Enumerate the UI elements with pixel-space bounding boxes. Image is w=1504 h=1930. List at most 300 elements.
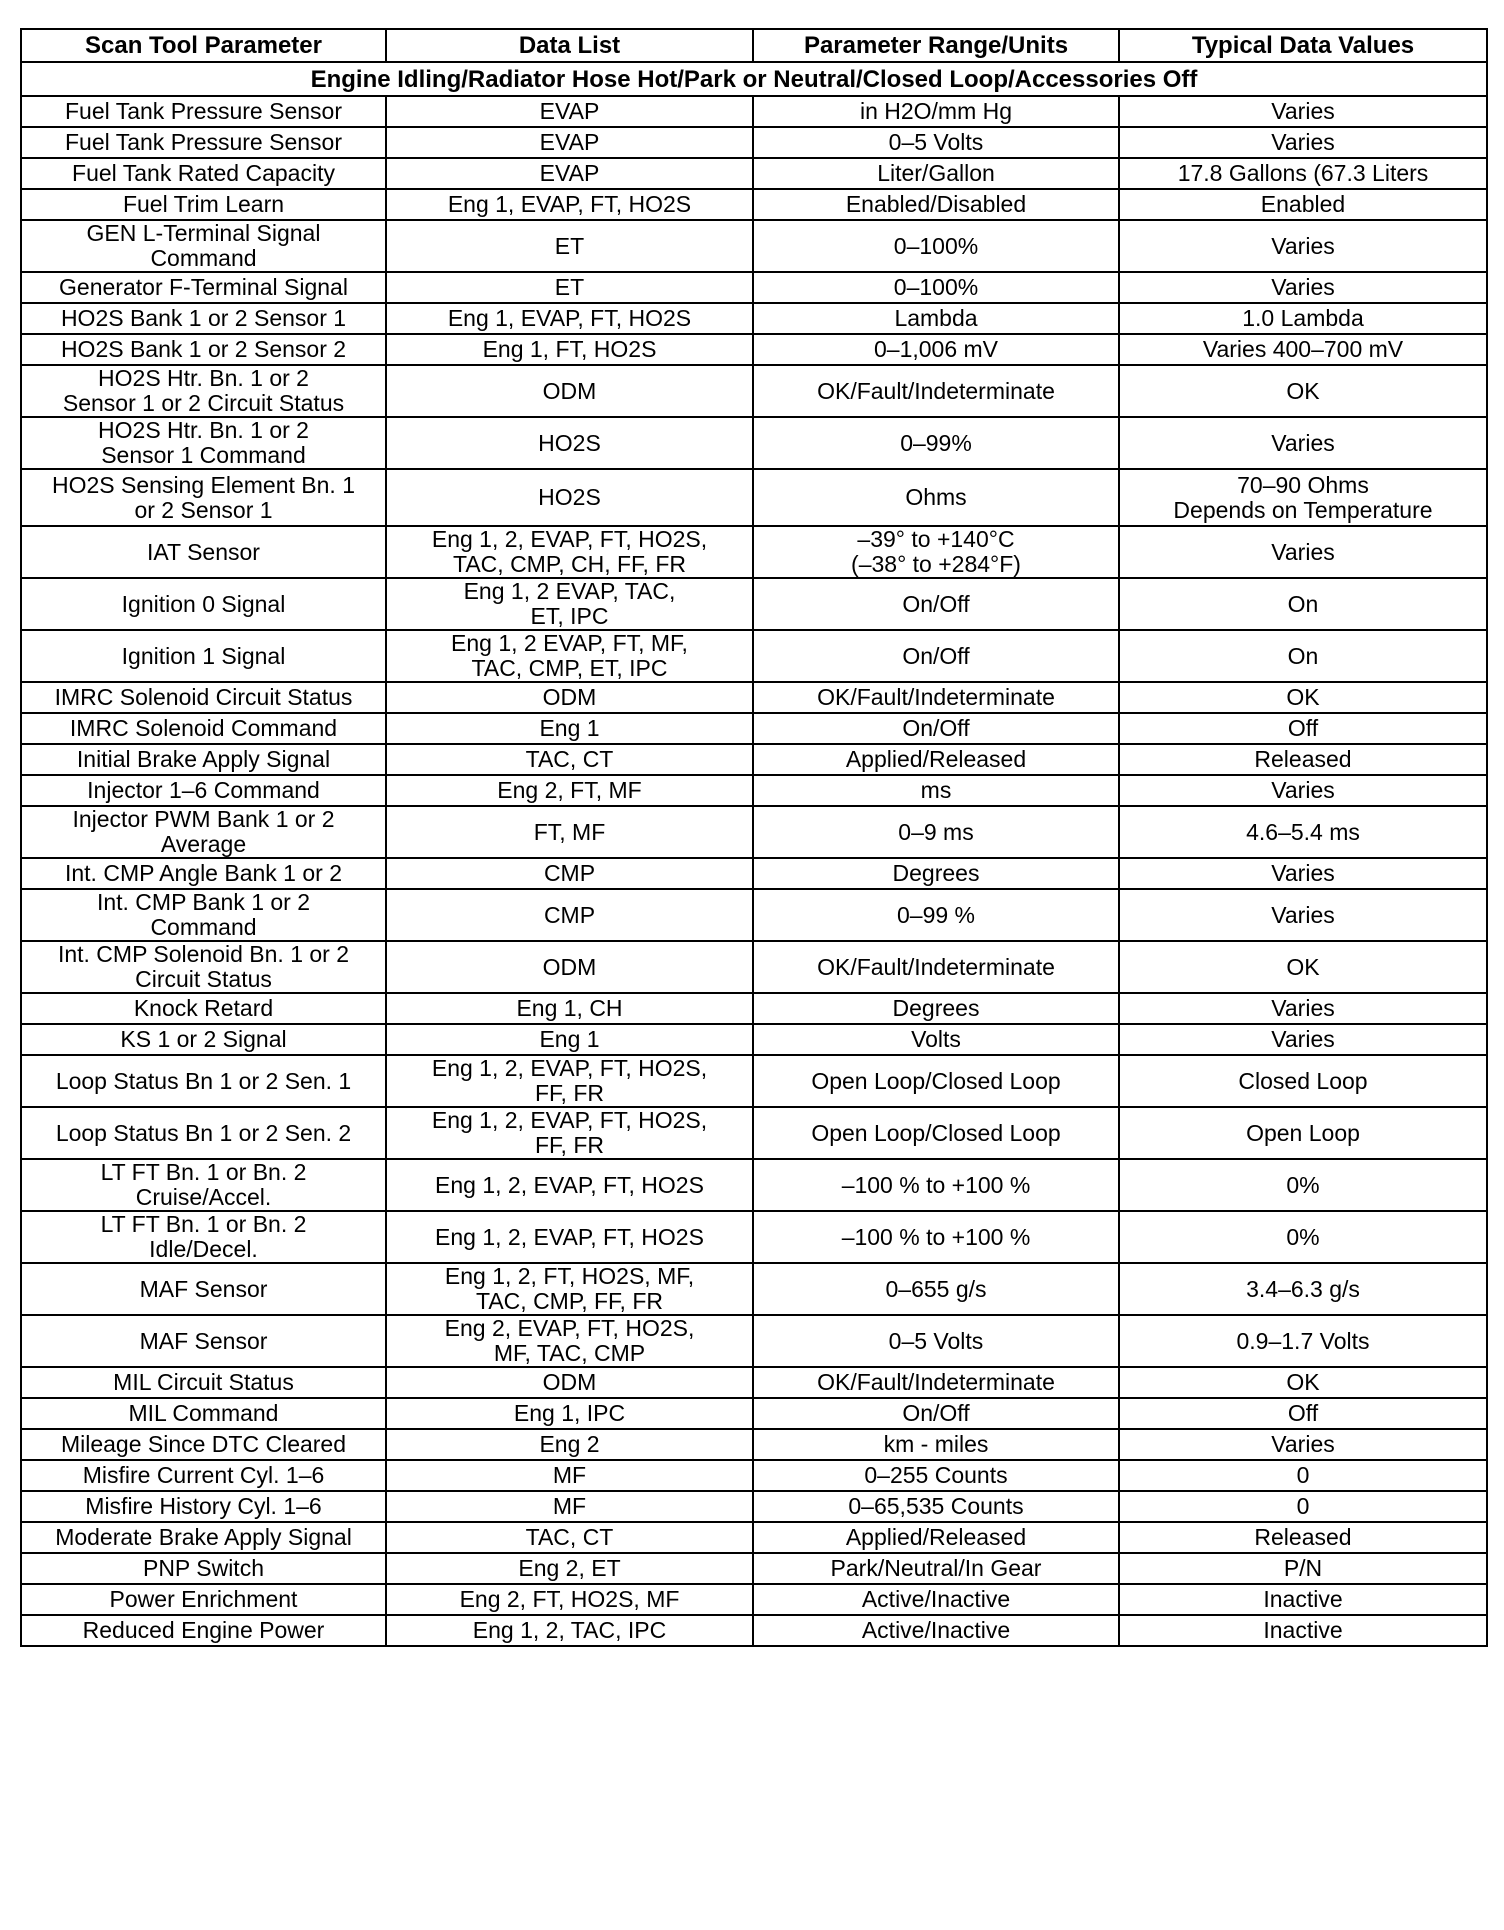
data-list-cell (386, 713, 753, 744)
cell-text-line: Int. CMP Bank 1 or 2 (96, 889, 311, 915)
data-list-cell (386, 365, 753, 417)
data-list-cell (386, 1584, 753, 1615)
cell-text-line: FF, FR (535, 1080, 604, 1106)
cell-text-line: Injector PWM Bank 1 or 2 (72, 806, 335, 832)
data-list-cell (386, 1367, 753, 1398)
cell-text-line: Eng 1, 2, TAC, IPC (472, 1617, 667, 1643)
range-units-cell (753, 1024, 1119, 1055)
data-list-cell (386, 1159, 753, 1211)
typical-value-cell (1119, 858, 1487, 889)
table-row (21, 1460, 1487, 1491)
parameter-cell (21, 1263, 386, 1315)
range-units-cell (753, 1315, 1119, 1367)
cell-text-line: ODM (542, 377, 597, 404)
table-row (21, 158, 1487, 189)
range-units-cell (753, 993, 1119, 1024)
scan-tool-data-table (20, 28, 1488, 1647)
cell-text-line: ODM (542, 1369, 597, 1395)
cell-text-line: ET, IPC (530, 603, 609, 629)
cell-text-line: Open Loop/Closed Loop (811, 1119, 1061, 1146)
parameter-cell (21, 1024, 386, 1055)
typical-value-cell (1119, 941, 1487, 993)
cell-text-line: Moderate Brake Apply Signal (55, 1524, 352, 1550)
cell-text-line: OK/Fault/Indeterminate (817, 1369, 1055, 1395)
table-row (21, 578, 1487, 630)
data-list-cell (386, 127, 753, 158)
parameter-cell (21, 303, 386, 334)
range-units-cell (753, 1211, 1119, 1263)
typical-value-cell (1119, 334, 1487, 365)
cell-text-line: LT FT Bn. 1 or Bn. 2 (100, 1211, 307, 1237)
cell-text-line: Eng 1, EVAP, FT, HO2S (447, 305, 692, 331)
data-list-cell (386, 993, 753, 1024)
parameter-cell (21, 713, 386, 744)
data-list-cell (386, 417, 753, 469)
range-units-cell (753, 303, 1119, 334)
cell-text-line: 4.6–5.4 ms (1246, 818, 1360, 845)
cell-text-line: HO2S Htr. Bn. 1 or 2 (98, 417, 309, 443)
table-row (21, 365, 1487, 417)
cell-text-line: On (1287, 642, 1319, 669)
data-list-cell (386, 1263, 753, 1315)
typical-value-cell (1119, 1055, 1487, 1107)
range-units-cell (753, 272, 1119, 303)
cell-text-line: Eng 1, 2, EVAP, FT, HO2S, (431, 526, 708, 552)
data-list-cell (386, 858, 753, 889)
parameter-cell (21, 334, 386, 365)
cell-text-line: OK/Fault/Indeterminate (817, 684, 1055, 710)
table-row (21, 526, 1487, 578)
parameter-cell (21, 1491, 386, 1522)
parameter-cell (21, 744, 386, 775)
table-row (21, 1024, 1487, 1055)
cell-text-line: Released (1254, 1524, 1352, 1550)
cell-text-line: On (1287, 590, 1319, 617)
data-list-cell (386, 1460, 753, 1491)
typical-value-cell (1119, 744, 1487, 775)
range-units-cell (753, 630, 1119, 682)
typical-value-cell (1119, 1522, 1487, 1553)
range-units-cell (753, 526, 1119, 578)
range-units-cell (753, 1491, 1119, 1522)
range-units-cell (753, 1367, 1119, 1398)
data-list-cell (386, 806, 753, 858)
table-row (21, 1584, 1487, 1615)
cell-text-line: Eng 1, 2, FT, HO2S, MF, (444, 1263, 695, 1289)
cell-text-line: Varies (1271, 232, 1335, 259)
cell-text-line: LT FT Bn. 1 or Bn. 2 (100, 1159, 307, 1185)
cell-text-line: Eng 2 (539, 1431, 600, 1457)
data-list-cell (386, 889, 753, 941)
cell-text-line: Loop Status Bn 1 or 2 Sen. 1 (55, 1067, 352, 1094)
typical-value-cell (1119, 189, 1487, 220)
cell-text-line: HO2S (538, 429, 601, 456)
parameter-cell (21, 127, 386, 158)
data-list-cell (386, 1522, 753, 1553)
table-row (21, 96, 1487, 127)
header-parameter-range-units: Parameter Range/Units (753, 29, 1119, 62)
cell-text-line: TAC, CMP, ET, IPC (471, 655, 668, 681)
table-row (21, 775, 1487, 806)
cell-text-line: Eng 2, FT, HO2S, MF (459, 1586, 680, 1612)
range-units-cell (753, 713, 1119, 744)
cell-text-line: HO2S Htr. Bn. 1 or 2 (98, 365, 309, 391)
cell-text-line: Enabled/Disabled (845, 191, 1027, 217)
cell-text-line: PNP Switch (142, 1555, 264, 1581)
table-row (21, 1263, 1487, 1315)
range-units-cell (753, 682, 1119, 713)
parameter-cell (21, 889, 386, 941)
cell-text-line: Off (1287, 1400, 1319, 1426)
cell-text-line: Eng 1, EVAP, FT, HO2S (447, 191, 692, 217)
cell-text-line: MIL Circuit Status (113, 1369, 294, 1395)
parameter-cell (21, 1584, 386, 1615)
range-units-cell (753, 1159, 1119, 1211)
range-units-cell (753, 1429, 1119, 1460)
cell-text-line: Released (1254, 746, 1352, 772)
cell-text-line: OK/Fault/Indeterminate (817, 953, 1055, 980)
parameter-cell (21, 1615, 386, 1646)
range-units-cell (753, 1460, 1119, 1491)
typical-value-cell (1119, 158, 1487, 189)
data-list-cell (386, 1107, 753, 1159)
cell-text-line: Eng 1, 2, EVAP, FT, HO2S, (431, 1107, 708, 1133)
cell-text-line: Power Enrichment (109, 1586, 298, 1612)
typical-value-cell (1119, 1367, 1487, 1398)
range-units-cell (753, 1107, 1119, 1159)
cell-text-line: Varies (1271, 429, 1335, 456)
cell-text-line: Fuel Trim Learn (122, 191, 285, 217)
cell-text-line: Eng 1, 2, EVAP, FT, HO2S (435, 1223, 704, 1250)
typical-value-cell (1119, 889, 1487, 941)
parameter-cell (21, 220, 386, 272)
table-row (21, 1315, 1487, 1367)
cell-text-line: Eng 2, ET (518, 1555, 621, 1581)
parameter-cell (21, 858, 386, 889)
cell-text-line: MF, TAC, CMP (493, 1340, 646, 1366)
parameter-cell (21, 272, 386, 303)
cell-text-line: Command (150, 245, 257, 271)
typical-value-cell (1119, 365, 1487, 417)
data-list-cell (386, 775, 753, 806)
typical-value-cell (1119, 469, 1487, 526)
cell-text-line: in H2O/mm Hg (859, 98, 1013, 124)
cell-text-line: P/N (1283, 1555, 1323, 1581)
table-row (21, 303, 1487, 334)
cell-text-line: Ohms (905, 484, 967, 510)
cell-text-line: Misfire Current Cyl. 1–6 (82, 1462, 325, 1488)
cell-text-line: Ignition 0 Signal (121, 590, 286, 617)
table-row (21, 1159, 1487, 1211)
parameter-cell (21, 682, 386, 713)
table-row (21, 1429, 1487, 1460)
table-row (21, 334, 1487, 365)
cell-text-line: Sensor 1 or 2 Circuit Status (62, 390, 345, 416)
table-row (21, 1367, 1487, 1398)
cell-text-line: FT, MF (533, 818, 606, 845)
typical-value-cell (1119, 806, 1487, 858)
data-list-cell (386, 220, 753, 272)
data-list-cell (386, 578, 753, 630)
cell-text-line: Reduced Engine Power (82, 1617, 325, 1643)
table-row (21, 220, 1487, 272)
range-units-cell (753, 1522, 1119, 1553)
cell-text-line: 0 (1296, 1493, 1310, 1519)
range-units-cell (753, 806, 1119, 858)
cell-text-line: ODM (542, 684, 597, 710)
typical-value-cell (1119, 713, 1487, 744)
parameter-cell (21, 1553, 386, 1584)
cell-text-line: Loop Status Bn 1 or 2 Sen. 2 (55, 1119, 352, 1146)
range-units-cell (753, 469, 1119, 526)
parameter-cell (21, 775, 386, 806)
header-data-list: Data List (386, 29, 753, 62)
header-scan-tool-parameter: Scan Tool Parameter (21, 29, 386, 62)
cell-text-line: Closed Loop (1238, 1067, 1368, 1094)
cell-text-line: Varies (1271, 901, 1335, 928)
range-units-cell (753, 158, 1119, 189)
typical-value-cell (1119, 1315, 1487, 1367)
parameter-cell (21, 941, 386, 993)
cell-text-line: Circuit Status (135, 966, 272, 992)
cell-text-line: OK (1286, 953, 1320, 980)
cell-text-line: 0–5 Volts (888, 129, 984, 155)
cell-text-line: –100 % to +100 % (841, 1223, 1031, 1250)
cell-text-line: MF (552, 1462, 587, 1488)
table-row (21, 744, 1487, 775)
cell-text-line: Generator F-Terminal Signal (59, 274, 348, 300)
data-list-cell (386, 1491, 753, 1522)
cell-text-line: Inactive (1263, 1617, 1343, 1643)
table-row (21, 1398, 1487, 1429)
cell-text-line: Varies 400–700 mV (1202, 336, 1404, 362)
range-units-cell (753, 365, 1119, 417)
range-units-cell (753, 889, 1119, 941)
cell-text-line: 17.8 Gallons (67.3 Liters (1177, 160, 1429, 186)
range-units-cell (753, 127, 1119, 158)
cell-text-line: Average (160, 831, 247, 857)
parameter-cell (21, 1429, 386, 1460)
typical-value-cell (1119, 303, 1487, 334)
cell-text-line: Varies (1271, 860, 1335, 886)
range-units-cell (753, 220, 1119, 272)
cell-text-line: Applied/Released (845, 746, 1027, 772)
typical-value-cell (1119, 1429, 1487, 1460)
cell-text-line: Sensor 1 Command (101, 442, 306, 468)
range-units-cell (753, 1615, 1119, 1646)
typical-value-cell (1119, 1398, 1487, 1429)
data-list-cell (386, 1211, 753, 1263)
cell-text-line: TAC, CT (525, 1524, 614, 1550)
cell-text-line: 0–5 Volts (888, 1327, 984, 1354)
cell-text-line: Varies (1271, 1431, 1335, 1457)
data-list-cell (386, 1315, 753, 1367)
table-row (21, 682, 1487, 713)
cell-text-line: Mileage Since DTC Cleared (60, 1431, 347, 1457)
cell-text-line: 1.0 Lambda (1242, 305, 1364, 331)
typical-value-cell (1119, 272, 1487, 303)
typical-value-cell (1119, 775, 1487, 806)
cell-text-line: Eng 2, EVAP, FT, HO2S, (444, 1315, 695, 1341)
cell-text-line: 0–1,006 mV (873, 336, 999, 362)
cell-text-line: MAF Sensor (139, 1327, 268, 1354)
cell-text-line: Misfire History Cyl. 1–6 (85, 1493, 322, 1519)
cell-text-line: 0–100% (893, 232, 979, 259)
cell-text-line: 0–100% (893, 274, 979, 300)
cell-text-line: HO2S Sensing Element Bn. 1 (52, 471, 355, 498)
table-row (21, 889, 1487, 941)
data-list-cell (386, 1553, 753, 1584)
typical-value-cell (1119, 578, 1487, 630)
cell-text-line: MF (552, 1493, 587, 1519)
typical-value-cell (1119, 526, 1487, 578)
cell-text-line: Enabled (1260, 191, 1346, 217)
cell-text-line: On/Off (902, 1400, 970, 1426)
table-row (21, 1522, 1487, 1553)
cell-text-line: Park/Neutral/In Gear (830, 1555, 1042, 1581)
cell-text-line: km - miles (883, 1431, 989, 1457)
cell-text-line: 0–65,535 Counts (848, 1493, 1024, 1519)
cell-text-line: Off (1287, 715, 1319, 741)
data-list-cell (386, 1055, 753, 1107)
cell-text-line: TAC, CMP, FF, FR (476, 1288, 663, 1314)
data-list-cell (386, 744, 753, 775)
cell-text-line: On/Off (902, 715, 970, 741)
header-typical-data-values: Typical Data Values (1119, 29, 1487, 62)
header-row (21, 29, 1487, 62)
cell-text-line: OK/Fault/Indeterminate (817, 377, 1055, 404)
range-units-cell (753, 1263, 1119, 1315)
cell-text-line: Eng 1, 2 EVAP, TAC, (463, 578, 676, 604)
cell-text-line: Knock Retard (133, 995, 274, 1021)
cell-text-line: Int. CMP Solenoid Bn. 1 or 2 (57, 941, 350, 967)
range-units-cell (753, 417, 1119, 469)
parameter-cell (21, 1315, 386, 1367)
cell-text-line: 0 (1296, 1462, 1310, 1488)
cell-text-line: Varies (1271, 1026, 1335, 1052)
cell-text-line: On/Off (902, 590, 970, 617)
range-units-cell (753, 775, 1119, 806)
typical-value-cell (1119, 127, 1487, 158)
cell-text-line: 0–9 ms (898, 818, 974, 845)
cell-text-line: Fuel Tank Rated Capacity (72, 160, 335, 186)
cell-text-line: OK (1286, 1369, 1320, 1395)
typical-value-cell (1119, 96, 1487, 127)
data-list-cell (386, 189, 753, 220)
cell-text-line: EVAP (539, 160, 600, 186)
parameter-cell (21, 578, 386, 630)
cell-text-line: Liter/Gallon (877, 160, 995, 186)
parameter-cell (21, 1367, 386, 1398)
typical-value-cell (1119, 1615, 1487, 1646)
typical-value-cell (1119, 1159, 1487, 1211)
section-title: Engine Idling/Radiator Hose Hot/Park or Neutral/Closed Loop/Accessories Off (21, 62, 1487, 96)
table-row (21, 189, 1487, 220)
cell-text-line: ms (920, 777, 952, 803)
table-row (21, 1553, 1487, 1584)
section-row (21, 62, 1487, 96)
cell-text-line: HO2S Bank 1 or 2 Sensor 1 (60, 305, 347, 331)
range-units-cell (753, 744, 1119, 775)
table-row (21, 630, 1487, 682)
parameter-cell (21, 806, 386, 858)
cell-text-line: IMRC Solenoid Circuit Status (54, 684, 353, 710)
cell-text-line: GEN L-Terminal Signal (86, 220, 321, 246)
parameter-cell (21, 158, 386, 189)
parameter-cell (21, 526, 386, 578)
cell-text-line: 3.4–6.3 g/s (1246, 1275, 1360, 1302)
cell-text-line: Active/Inactive (861, 1586, 1011, 1612)
table-row (21, 993, 1487, 1024)
parameter-cell (21, 1398, 386, 1429)
cell-text-line: Open Loop (1246, 1119, 1360, 1146)
typical-value-cell (1119, 220, 1487, 272)
typical-value-cell (1119, 1584, 1487, 1615)
range-units-cell (753, 858, 1119, 889)
typical-value-cell (1119, 1211, 1487, 1263)
cell-text-line: ET (554, 274, 585, 300)
data-list-cell (386, 1398, 753, 1429)
data-list-cell (386, 1615, 753, 1646)
parameter-cell (21, 1211, 386, 1263)
table-body (21, 62, 1487, 1646)
cell-text-line: OK (1286, 684, 1320, 710)
cell-text-line: ODM (542, 953, 597, 980)
cell-text-line: Idle/Decel. (149, 1236, 258, 1262)
range-units-cell (753, 1553, 1119, 1584)
cell-text-line: Varies (1271, 995, 1335, 1021)
cell-text-line: 0.9–1.7 Volts (1236, 1327, 1370, 1354)
range-units-cell (753, 941, 1119, 993)
data-list-cell (386, 303, 753, 334)
table-row (21, 941, 1487, 993)
cell-text-line: Eng 1 (539, 715, 600, 741)
table-row (21, 127, 1487, 158)
data-list-cell (386, 630, 753, 682)
cell-text-line: Eng 1, 2, EVAP, FT, HO2S (435, 1171, 704, 1198)
cell-text-line: Eng 1, FT, HO2S (482, 336, 657, 362)
cell-text-line: 70–90 Ohms (1237, 471, 1369, 498)
cell-text-line: Depends on Temperature (1173, 496, 1433, 523)
cell-text-line: (–38° to +284°F) (851, 551, 1021, 577)
range-units-cell (753, 189, 1119, 220)
cell-text-line: or 2 Sensor 1 (134, 496, 273, 523)
cell-text-line: Varies (1271, 129, 1335, 155)
cell-text-line: FF, FR (535, 1132, 604, 1158)
data-list-cell (386, 469, 753, 526)
typical-value-cell (1119, 1491, 1487, 1522)
typical-value-cell (1119, 1553, 1487, 1584)
data-list-cell (386, 272, 753, 303)
range-units-cell (753, 96, 1119, 127)
cell-text-line: Fuel Tank Pressure Sensor (65, 129, 342, 155)
range-units-cell (753, 1398, 1119, 1429)
cell-text-line: TAC, CMP, CH, FF, FR (453, 551, 686, 577)
cell-text-line: EVAP (539, 98, 600, 124)
cell-text-line: Volts (911, 1026, 961, 1052)
parameter-cell (21, 365, 386, 417)
cell-text-line: ET (554, 232, 585, 259)
parameter-cell (21, 417, 386, 469)
parameter-cell (21, 630, 386, 682)
cell-text-line: Varies (1271, 777, 1335, 803)
cell-text-line: HO2S (538, 484, 601, 510)
table-row (21, 417, 1487, 469)
cell-text-line: –100 % to +100 % (841, 1171, 1031, 1198)
table-row (21, 1211, 1487, 1263)
cell-text-line: Varies (1271, 98, 1335, 124)
cell-text-line: Degrees (892, 860, 980, 886)
